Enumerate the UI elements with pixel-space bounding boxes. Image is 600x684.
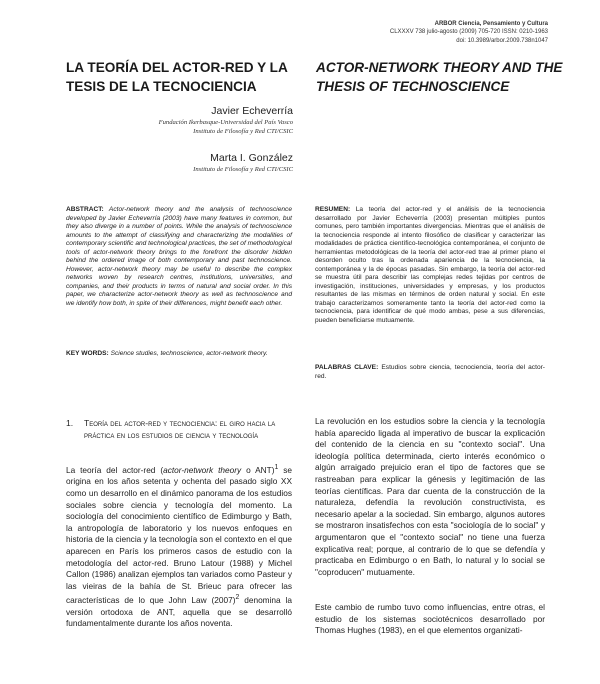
footnote-ref: 1 [274,464,279,471]
author-block-2 [193,152,293,174]
abstract-spanish [315,206,545,325]
keywords-english [66,350,292,359]
body-column-right-continued [315,602,545,637]
journal-volume-line: CLXXXV 738 julio-agosto (2009) 705-720 ISSN: 0210-1963 [389,29,548,36]
abstract-english [66,206,292,308]
section-number: 1. [66,418,74,428]
title-english: ACTOR-NETWORK THEORY AND THE THESIS OF TECHNOSCIENCE [316,60,563,94]
abstract-text: Actor-network theory and the analysis of technoscience developed by Javier Echeverría (2003) have many features in common, but they also diverge in a number of points. While the analysis of technoscience amounts to the attempt of classifying and characterizing the modalities of contemporary scientific and technological practices, the set of methodological tools of actor-network theory brings to the forefront the disorder hidden behind the ordered image of both contemporary and past technoscience. However, actor-network theory may be useful to describe the complex networks woven by research centres, institutions, universities, and companies, and their products in terms of natural and social order. In this paper, we characterize actor-network theory as well as technoscience and we identify how both, in spite of their differences, might benefit each other. [66,206,292,307]
journal-header [390,20,548,45]
body-paragraph: La revolución en los estudios sobre la ciencia y la tecnología había aparecido ligada al imperativo de buscar la explicación del contenido de la ciencia en su "contexto social". Una ideología política determinada, cierto interés económico o algún arraigado prejuicio eran el tipo de factores que se rastreaban para explicar la génesis y legitimación de las teorías científicas. Para dar cuenta de la construcción de la naturaleza, defendía la revolución constructivista, es necesario apelar a la sociedad. Sin embargo, algunos autores se mostraron insatisfechos con esta "sociología de lo social" y argumentaron que el "contexto social" no tiene una fuerza explicativa real; porque, al contrario de lo que se defendía y practicaba en Edimburgo o en Bath, lo natural y lo social se "coproducen" mutuamente. [315,416,545,577]
body-text: denomina la versión ortodoxa de ANT, aquella que se desarrolló fundamentalmente durante los años noventa. [66,595,293,629]
author-affiliation: Instituto de Filosofía y Red CTI/CSIC [193,128,293,136]
palabras-clave-label: PALABRAS CLAVE: [315,364,379,371]
body-text: se origina en los años setenta y ochenta del pasado siglo XX como un desarrollo en el dinámico panorama de los estudios sociales sobre ciencia y tecnología del momento. La sociología del conocimiento científico de Edimburgo y Bath, la antropología de laboratorio y los nuevos enfoques en historia de la ciencia y la tecnología son el contexto en el que aparecen en París los primeros casos de estudio con la metodología del actor-red. Bruno Latour (1988) y Michel Callon (1986) analizan ejemplos tan variados como Pasteur y las vieiras de la bahía de St. Brieuc para ofrecer las características de lo que John Law (2007) [66,464,293,606]
body-column-left [66,462,292,630]
body-paragraph [66,462,292,630]
author-name: Javier Echeverría [211,105,293,117]
author-affiliation: Instituto de Filosofía y Red CTI/CSIC [193,166,293,173]
keywords-label: KEY WORDS: [66,350,109,357]
keywords-text: Science studies, technoscience, actor-network theory. [110,350,268,357]
resumen-label: RESUMEN: [315,206,351,213]
author-name: Marta I. González [210,152,293,164]
resumen-text: La teoría del actor-red y el análisis de la tecnociencia desarrollado por Javier Echeverría (2003) presentan múltiples puntos comunes, pero también importantes divergencias. Mientras que el análisis de la tecnociencia responde al intento filosófico de clasificar y caracterizar las modalidades de práctica científico-tecnológica contemporánea, el conjunto de herramientas metodológicas de la teoría del actor-red trae al primer plano el desorden oculto tras la ordenada apariencia de la tecnociencia, la contemporánea y la de épocas pasadas. Sin embargo, la teoría del actor-red se muestra útil para describir las complejas redes tejidas por centros de investigación, instituciones, universidades y empresas, y los productos resultantes de las mismas en términos de orden natural y social. En este trabajo caracterizamos someramente tanto la teoría del actor-red como la tecnociencia, para identificar de qué modo ambas, pese a sus diferencias, pueden beneficiarse mutuamente. [315,206,545,324]
keywords-spanish [315,364,545,381]
journal-name: ARBOR Ciencia, Pensamiento y Cultura [434,21,548,27]
body-paragraph: Este cambio de rumbo tuvo como influencias, entre otras, el estudio de los sistemas sociotécnicos desarrollado por Thomas Hughes (1983), en el que elementos organizati- [315,602,545,636]
title-spanish: LA TEORÍA DEL ACTOR-RED Y LA TESIS DE LA TECNOCIENCIA [66,60,288,94]
body-text: o ANT) [241,464,275,475]
palabras-clave-text: Estudios sobre ciencia, tecnociencia, teoría del actor-red. [315,364,545,380]
body-column-right [315,416,545,578]
section-title: Teoría del actor-red y tecnociencia: el giro hacia la práctica en los estudios de ciencia y tecnología [84,418,276,440]
author-block-1 [159,105,293,136]
abstract-label: ABSTRACT: [66,206,104,213]
author-affiliation: Fundación Ikerbasque-Universidad del País Vasco [158,119,293,126]
body-text: La teoría del actor-red ( [66,464,164,475]
journal-doi: doi: 10.3989/arbor.2009.738n1047 [456,37,548,44]
footnote-ref: 2 [235,594,240,602]
body-text-italic: actor-network theory [163,464,242,475]
